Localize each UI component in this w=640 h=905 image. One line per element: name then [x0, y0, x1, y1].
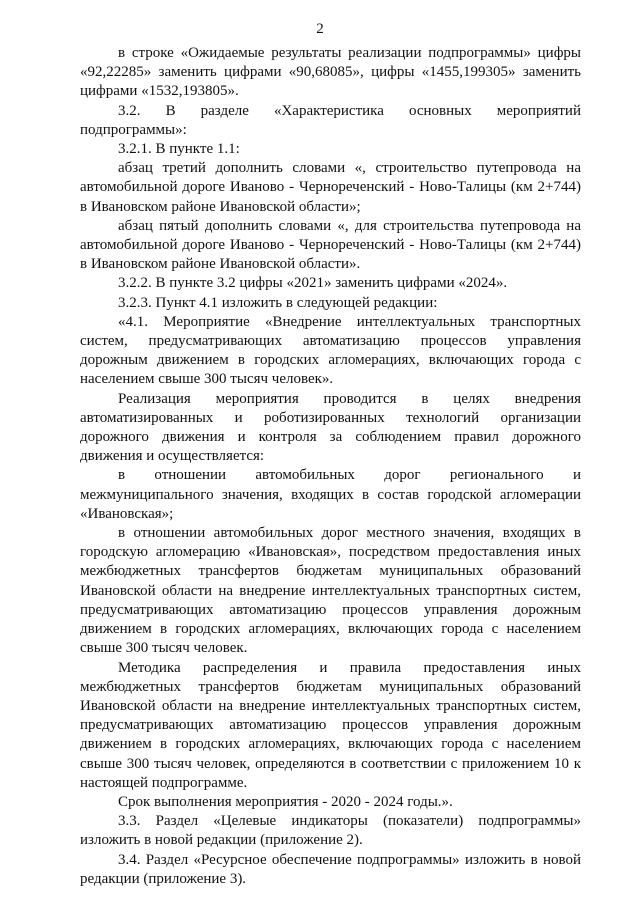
- paragraph-methodology: Методика распределения и правила предоставления иных межбюджетных трансфертов бюджетам муниципальных образований Ивановской области на внедрение интеллектуальных транспортных систем, предусматривающих автоматизацию процессов управления дорожным движением в городских агломерациях, включающих города с населением свыше 300 тысяч человек, определяются в соответствии с приложением 10 к настоящей подпрограмме.: [80, 659, 581, 791]
- paragraph-abzac-fifth: абзац пятый дополнить словами «, для строительства путепровода на автомобильной дороге Иваново - Чернореченский - Ново-Талицы (км 2+744) в Ивановском районе Ивановской области».: [80, 217, 581, 273]
- paragraph-3-2-1: 3.2.1. В пункте 1.1:: [118, 141, 240, 158]
- paragraph-local-roads: в отношении автомобильных дорог местного значения, входящих в городскую агломерацию «Ивановская», посредством предоставления иных межбюджетных трансфертов бюджетам муниципальных образований Ивановской области на внедрение интеллектуальных транспортных систем, предусматривающих автоматизацию процессов управления дорожным движением в городских агломерациях, включающих города с населением свыше 300 тысяч человек.: [80, 525, 581, 657]
- paragraph-deadline: Срок выполнения мероприятия - 2020 - 2024 годы.».: [118, 793, 453, 810]
- page-number: 2: [316, 21, 324, 37]
- paragraph-section-3-2: 3.2. В разделе «Характеристика основных мероприятий подпрограммы»:: [80, 102, 581, 138]
- paragraph-abzac-third: абзац третий дополнить словами «, строительство путепровода на автомобильной дороге Иваново - Чернореченский - Ново-Талицы (км 2+744) в Ивановском районе Ивановской области»;: [80, 160, 581, 215]
- paragraph-3-4: 3.4. Раздел «Ресурсное обеспечение подпрограммы» изложить в новой редакции (приложение 3).: [80, 851, 581, 887]
- paragraph-implementation: Реализация мероприятия проводится в целях внедрения автоматизированных и роботизированных технологий организации дорожного движения и контроля за соблюдением правил дорожного движения и осуществляется:: [80, 390, 581, 465]
- paragraph-regional-roads: в отношении автомобильных дорог регионального и межмуниципального значения, входящих в состав городской агломерации «Ивановская»;: [80, 467, 581, 522]
- paragraph-3-2-2: 3.2.2. В пункте 3.2 цифры «2021» заменить цифрами «2024».: [118, 275, 508, 292]
- paragraph-3-3: 3.3. Раздел «Целевые индикаторы (показатели) подпрограммы» изложить в новой редакции (приложение 2).: [80, 813, 581, 849]
- paragraph-3-2-3: 3.2.3. Пункт 4.1 изложить в следующей редакции:: [118, 294, 438, 311]
- paragraph-measure-4-1: «4.1. Мероприятие «Внедрение интеллектуальных транспортных систем, предусматривающих автоматизацию процессов управления дорожным движением в городских агломерациях, включающих города с населением свыше 300 тысяч человек».: [80, 313, 581, 388]
- document-body: [80, 44, 581, 889]
- paragraph-results-change: в строке «Ожидаемые результаты реализации подпрограммы» цифры «92,22285» заменить цифрами «90,68085», цифры «1455,199305» заменить цифрами «1532,193805».: [80, 45, 581, 100]
